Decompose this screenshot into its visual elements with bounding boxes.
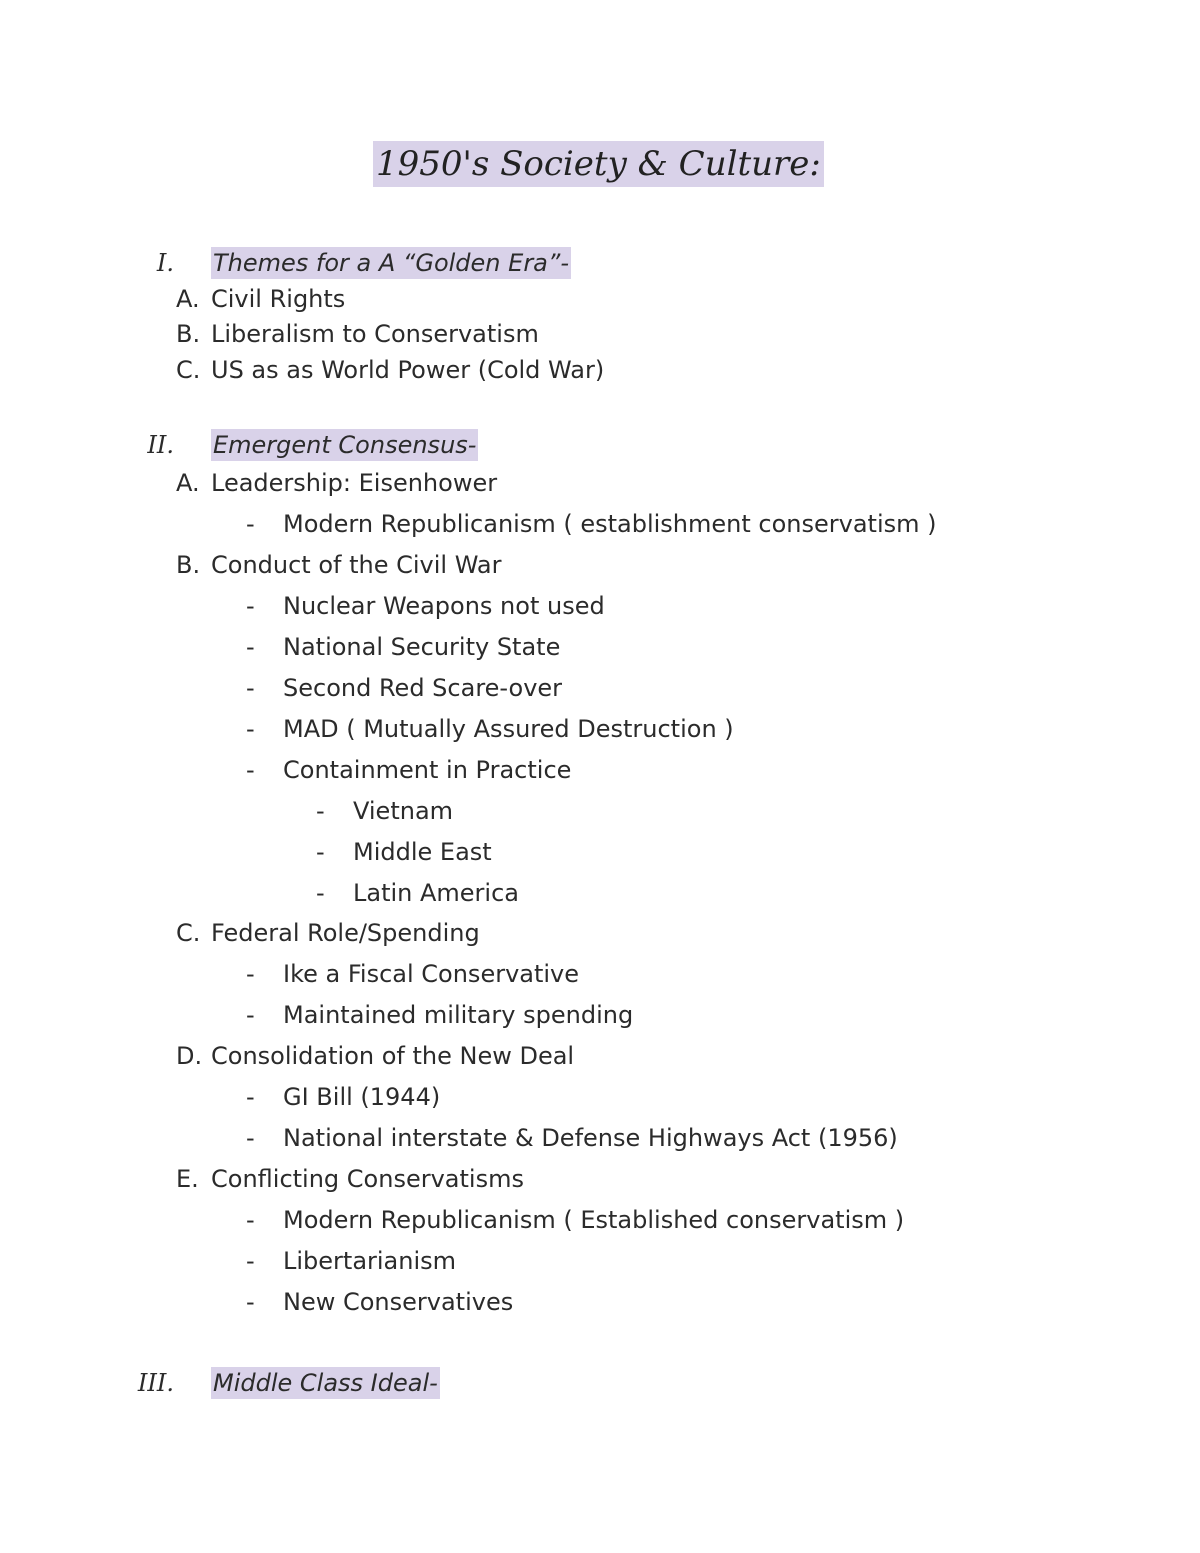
item-text: Civil Rights xyxy=(211,285,346,313)
page-title: 1950's Society & Culture: xyxy=(373,141,824,187)
dash-bullet: - xyxy=(246,1206,255,1234)
item-text: Leadership: Eisenhower xyxy=(211,469,498,497)
sub-bullet-text: Middle East xyxy=(353,838,492,866)
item-text: Consolidation of the New Deal xyxy=(211,1042,575,1070)
dash-bullet: - xyxy=(246,510,255,538)
item-text: Liberalism to Conservatism xyxy=(211,320,539,348)
bullet-text: Ike a Fiscal Conservative xyxy=(283,960,580,988)
bullet-text: National interstate & Defense Highways Act (1956) xyxy=(283,1124,898,1152)
item-letter: D. xyxy=(176,1042,203,1070)
item-letter: B. xyxy=(176,320,201,348)
section-heading: Themes for a A “Golden Era”- xyxy=(213,249,569,277)
bullet-text: Libertarianism xyxy=(283,1247,457,1275)
bullet-text: Maintained military spending xyxy=(283,1001,634,1029)
dash-bullet: - xyxy=(246,960,255,988)
dash-bullet: - xyxy=(246,1083,255,1111)
dash-bullet: - xyxy=(246,592,255,620)
dash-bullet: - xyxy=(246,715,255,743)
item-letter: E. xyxy=(176,1165,199,1193)
bullet-text: Modern Republicanism ( establishment conservatism ) xyxy=(283,510,937,538)
roman-numeral: III. xyxy=(137,1369,174,1397)
dash-bullet: - xyxy=(246,1247,255,1275)
bullet-text: Modern Republicanism ( Established conservatism ) xyxy=(283,1206,905,1234)
dash-bullet: - xyxy=(246,633,255,661)
item-letter: B. xyxy=(176,551,201,579)
dash-bullet: - xyxy=(246,756,255,784)
dash-bullet: - xyxy=(246,1001,255,1029)
bullet-text: Containment in Practice xyxy=(283,756,572,784)
bullet-text: National Security State xyxy=(283,633,561,661)
item-letter: A. xyxy=(176,285,200,313)
bullet-text: MAD ( Mutually Assured Destruction ) xyxy=(283,715,734,743)
section-heading: Middle Class Ideal- xyxy=(213,1369,438,1397)
sub-bullet-text: Vietnam xyxy=(353,797,454,825)
item-text: US as as World Power (Cold War) xyxy=(211,356,605,384)
roman-numeral: II. xyxy=(147,431,174,459)
dash-bullet: - xyxy=(316,879,325,907)
item-letter: C. xyxy=(176,919,201,947)
dash-bullet: - xyxy=(246,1124,255,1152)
section-heading: Emergent Consensus- xyxy=(213,431,477,459)
sub-bullet-text: Latin America xyxy=(353,879,519,907)
item-letter: A. xyxy=(176,469,200,497)
item-letter: C. xyxy=(176,356,201,384)
dash-bullet: - xyxy=(246,1288,255,1316)
dash-bullet: - xyxy=(316,797,325,825)
roman-numeral: I. xyxy=(156,249,174,277)
bullet-text: New Conservatives xyxy=(283,1288,514,1316)
item-text: Conduct of the Civil War xyxy=(211,551,502,579)
bullet-text: Second Red Scare-over xyxy=(283,674,563,702)
bullet-text: Nuclear Weapons not used xyxy=(283,592,605,620)
dash-bullet: - xyxy=(316,838,325,866)
item-text: Conflicting Conservatisms xyxy=(211,1165,524,1193)
bullet-text: GI Bill (1944) xyxy=(283,1083,441,1111)
dash-bullet: - xyxy=(246,674,255,702)
item-text: Federal Role/Spending xyxy=(211,919,480,947)
